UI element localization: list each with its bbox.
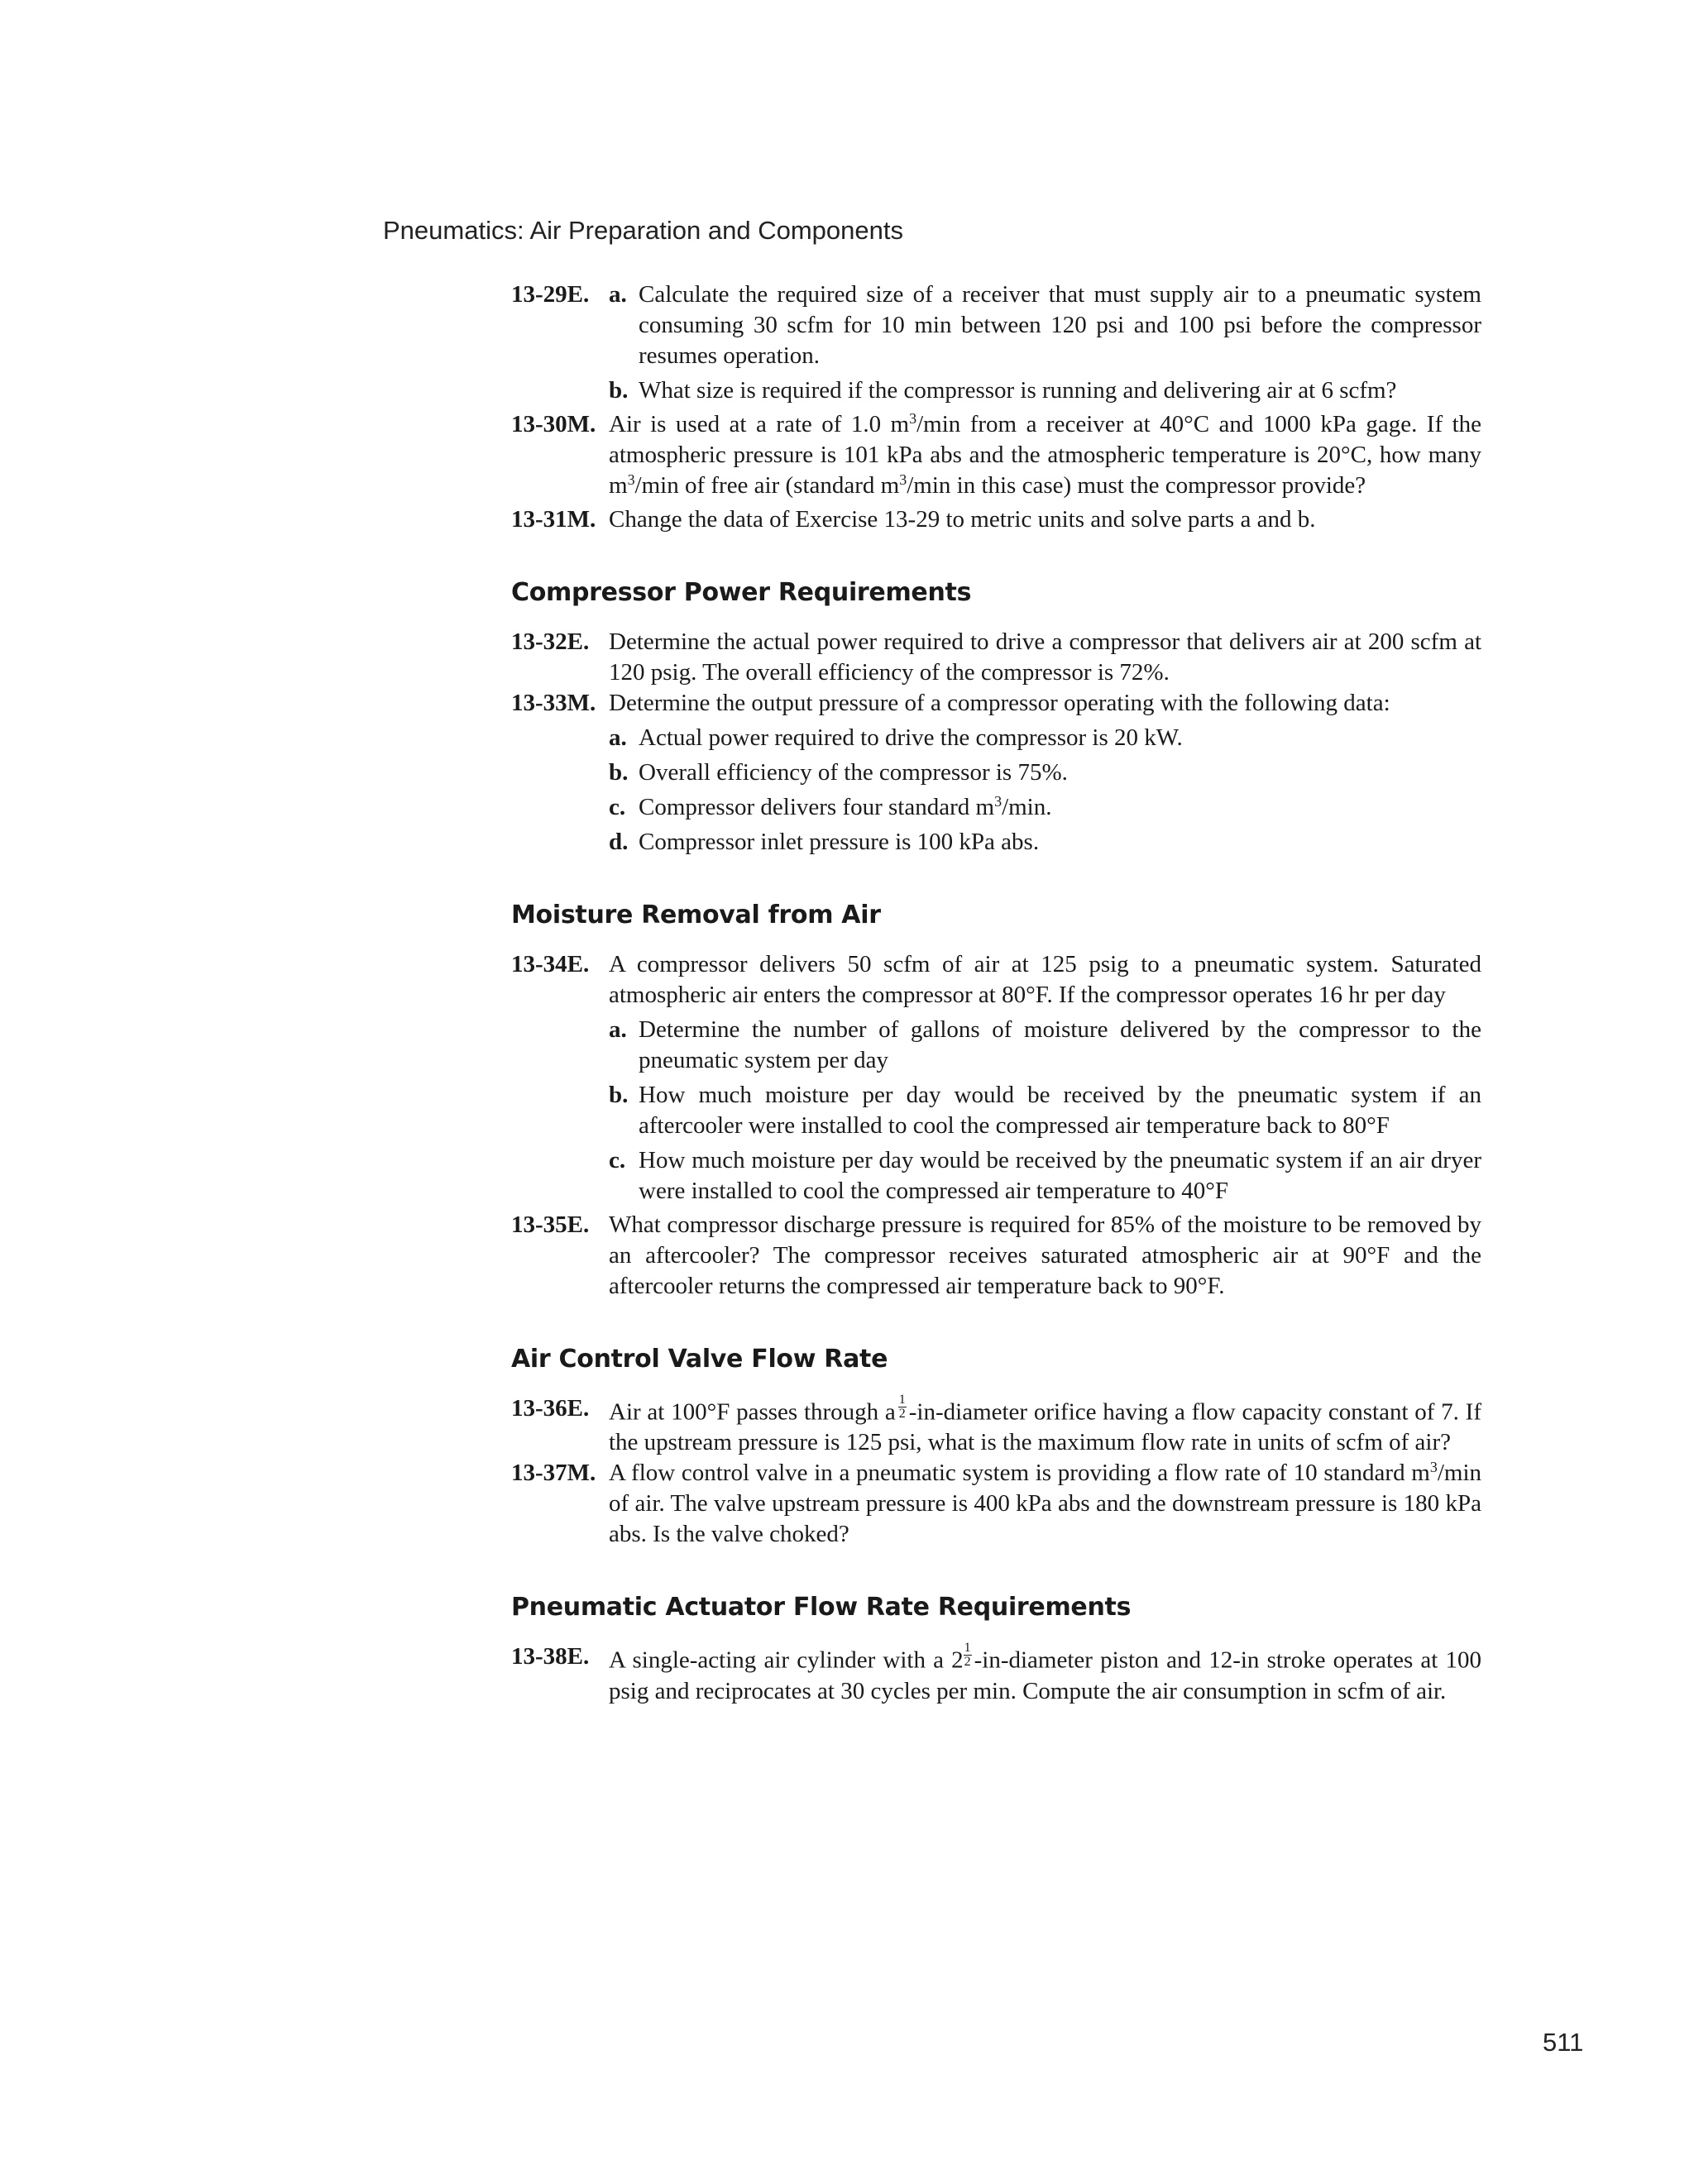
page-number: 511: [1543, 2028, 1584, 2057]
exercise-list: [511, 280, 1481, 1707]
subpart-label: b.: [609, 759, 629, 786]
running-head: Pneumatics: Air Preparation and Components: [383, 216, 903, 245]
subpart-text: What size is required if the compressor is running and delivering air at 6 scfm?: [639, 377, 1397, 404]
exercise-13-30: [511, 409, 1481, 501]
exercise-text: A compressor delivers 50 scfm of air at 125 psig to a pneumatic system. Saturated atmospheric air enters the compressor at 80°F. If the compressor operates 16 hr per day: [609, 951, 1481, 1008]
subpart-label: a.: [609, 281, 627, 308]
exercise-13-36: [511, 1393, 1481, 1458]
subpart-c: [609, 792, 1481, 823]
subpart-b: [609, 757, 1481, 788]
subpart-label: b.: [609, 1082, 629, 1108]
subpart-c: [609, 1145, 1481, 1207]
exercise-13-32: [511, 627, 1481, 688]
exercise-text: A flow control valve in a pneumatic system is providing a flow rate of 10 standard $m^3/\min$ of air. The valve upstream pressure is 400 kPa abs and the downstream pressure is 180 kPa abs. Is the valve choked?: [609, 1459, 1481, 1548]
exercise-13-29: [511, 280, 1481, 406]
exercise-text: Air at 100°F passes through a $\frac{1}{2}$ -in-diameter orifice having a flow capacity constant of 7. If the upstream pressure is 125 psi, what is the maximum flow rate in units of scfm of air?: [609, 1393, 1481, 1456]
subpart-label: c.: [609, 794, 626, 820]
exercise-13-31: [511, 504, 1481, 535]
exercise-13-35: [511, 1210, 1481, 1302]
fraction: $\frac{1}{2}$: [964, 1641, 971, 1670]
exercise-text: Determine the output pressure of a compressor operating with the following data:: [609, 690, 1390, 716]
exercise-number: 13-32E.: [511, 628, 590, 655]
exercise-number: 13-34E.: [511, 951, 590, 977]
subpart-a: [609, 1015, 1481, 1076]
exercise-text: A single-acting air cylinder with a 2 $\frac{1}{2}$ -in-diameter piston and 12-in stroke operates at 100 psig and reciprocates at 30 cycles per min. Compute the air consumption in scfm of air.: [609, 1641, 1481, 1704]
exercise-13-33: [511, 688, 1481, 858]
subpart-a: [609, 723, 1481, 753]
exercise-number: 13-31M.: [511, 506, 596, 533]
fraction: $\frac{1}{2}$: [898, 1393, 906, 1421]
exercise-number: 13-33M.: [511, 690, 596, 716]
exercise-text: What compressor discharge pressure is required for 85% of the moisture to be removed by an aftercooler? The compressor receives saturated atmospheric air at 90°F and the aftercooler returns the compressed air temperature back to 90°F.: [609, 1211, 1481, 1299]
subpart-label: d.: [609, 829, 629, 855]
exercise-number: 13-29E.: [511, 281, 590, 308]
subpart-text: Calculate the required size of a receiver that must supply air to a pneumatic system consuming 30 scfm for 10 min between 120 psi and 100 psi before the compressor resumes operation.: [639, 281, 1481, 369]
subpart-text: Actual power required to drive the compressor is 20 kW.: [639, 724, 1183, 751]
exercise-number: 13-36E.: [511, 1395, 590, 1422]
subpart-label: b.: [609, 377, 629, 404]
subpart-text: Compressor delivers four standard $m^3/\min$.: [639, 793, 1052, 820]
subpart-text: Compressor inlet pressure is 100 kPa abs.: [639, 829, 1040, 855]
subpart-text: How much moisture per day would be received by the pneumatic system if an aftercooler were installed to cool the compressed air temperature back to 80°F: [639, 1082, 1481, 1139]
subpart-a: [609, 280, 1481, 371]
subpart-b: [609, 1080, 1481, 1141]
subpart-text: Determine the number of gallons of moisture delivered by the compressor to the pneumatic system per day: [639, 1016, 1481, 1073]
exercise-number: 13-35E.: [511, 1211, 590, 1238]
exercise-number: 13-37M.: [511, 1460, 596, 1487]
section-heading-actuator: Pneumatic Actuator Flow Rate Requirements: [511, 1593, 1132, 1622]
exercise-13-38: [511, 1642, 1481, 1706]
subpart-label: c.: [609, 1147, 626, 1173]
exercise-number: 13-30M.: [511, 411, 596, 437]
exercise-13-37: [511, 1458, 1481, 1550]
subpart-label: a.: [609, 724, 627, 751]
exercise-text: Determine the actual power required to drive a compressor that delivers air at 200 scfm at 120 psig. The overall efficiency of the compressor is 72%.: [609, 628, 1481, 686]
subpart-text: How much moisture per day would be received by the pneumatic system if an air dryer were installed to cool the compressed air temperature to 40°F: [639, 1147, 1481, 1204]
exercise-13-34: [511, 949, 1481, 1207]
subpart-label: a.: [609, 1016, 627, 1043]
section-heading-moisture: Moisture Removal from Air: [511, 901, 881, 930]
exercise-text: Change the data of Exercise 13-29 to metric units and solve parts a and b.: [609, 506, 1316, 533]
section-heading-power: Compressor Power Requirements: [511, 578, 972, 607]
subpart-d: [609, 827, 1481, 858]
exercise-text: Air is used at a rate of 1.0 $m^3/\min$ from a receiver at 40°C and 1000 kPa gage. If the atmospheric pressure is 101 kPa abs and the atmospheric temperature is 20°C, how many $m^3/\min$ of free air (standard $m^3/\min$ in this case) must the compressor provide?: [609, 410, 1481, 499]
subpart-text: Overall efficiency of the compressor is 75%.: [639, 759, 1068, 786]
exercise-number: 13-38E.: [511, 1643, 590, 1670]
section-heading-valve: Air Control Valve Flow Rate: [511, 1345, 888, 1374]
subpart-b: [609, 375, 1481, 406]
